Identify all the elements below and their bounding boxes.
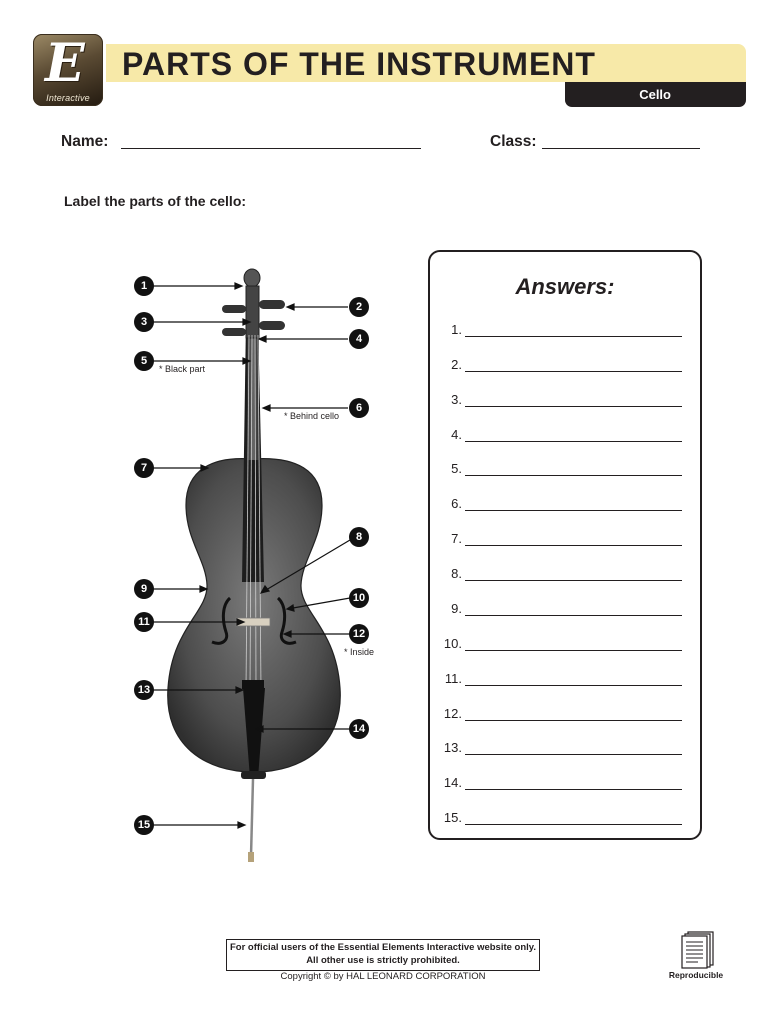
callout-15: 15 — [134, 815, 154, 835]
name-label: Name: — [61, 133, 109, 150]
reproducible-label: Reproducible — [668, 970, 724, 980]
answer-row — [440, 704, 685, 726]
answer-line[interactable] — [465, 720, 682, 721]
answer-row — [440, 808, 685, 830]
usage-notice-line-1: For official users of the Essential Elements Interactive website only. — [229, 942, 537, 953]
answer-number: 14. — [443, 775, 462, 790]
subtitle-tab — [565, 82, 741, 107]
callout-7: 7 — [134, 458, 154, 478]
answer-line[interactable] — [465, 754, 682, 755]
callout-11: 11 — [134, 612, 154, 632]
callout-6: 6 — [349, 398, 369, 418]
note-behind-cello: * Behind cello — [284, 411, 340, 421]
answer-line[interactable] — [465, 650, 682, 651]
answer-line[interactable] — [465, 580, 682, 581]
name-field-line[interactable] — [121, 148, 421, 149]
callout-9: 9 — [134, 579, 154, 599]
answer-line[interactable] — [465, 615, 682, 616]
answer-line[interactable] — [465, 789, 682, 790]
callout-12: 12 — [349, 624, 369, 644]
answer-row — [440, 634, 685, 656]
callout-1: 1 — [134, 276, 154, 296]
note-black-part: * Black part — [159, 364, 206, 374]
answer-number: 1. — [451, 322, 462, 337]
answer-line[interactable] — [465, 406, 682, 407]
answer-row — [440, 529, 685, 551]
callout-5: 5 — [134, 351, 154, 371]
answer-row — [440, 564, 685, 586]
answer-row — [440, 390, 685, 412]
document-icon — [681, 931, 715, 969]
answer-number: 7. — [451, 531, 462, 546]
answer-row — [440, 738, 685, 760]
callout-4: 4 — [349, 329, 369, 349]
answer-row — [440, 459, 685, 481]
answer-number: 10. — [443, 636, 462, 651]
answer-line[interactable] — [465, 824, 682, 825]
logo-letter: E — [45, 34, 85, 94]
callout-14: 14 — [349, 719, 369, 739]
page-title: PARTS OF THE INSTRUMENT — [122, 46, 596, 82]
answer-row — [440, 425, 685, 447]
callout-3: 3 — [134, 312, 154, 332]
answer-number: 8. — [451, 566, 462, 581]
answer-row — [440, 320, 685, 342]
copyright: Copyright © by HAL LEONARD CORPORATION — [280, 971, 486, 982]
answer-line[interactable] — [465, 371, 682, 372]
answer-number: 11. — [444, 671, 462, 686]
answer-number: 13. — [443, 740, 462, 755]
callout-10: 10 — [349, 588, 369, 608]
usage-notice-line-2: All other use is strictly prohibited. — [306, 955, 460, 966]
instructions: Label the parts of the cello: — [64, 193, 247, 209]
cello-illustration — [120, 258, 390, 870]
callout-2: 2 — [349, 297, 369, 317]
callout-13: 13 — [134, 680, 154, 700]
answer-number: 9. — [451, 601, 462, 616]
callout-8: 8 — [349, 527, 369, 547]
answer-row — [440, 669, 685, 691]
answer-row — [440, 494, 685, 516]
answer-number: 5. — [451, 461, 462, 476]
answer-number: 12. — [443, 706, 462, 721]
answer-row — [440, 599, 685, 621]
answer-line[interactable] — [465, 545, 682, 546]
answer-number: 3. — [451, 392, 462, 407]
answer-number: 15. — [443, 810, 462, 825]
answer-number: 4. — [451, 427, 462, 442]
answer-row — [440, 355, 685, 377]
essential-elements-logo — [33, 34, 103, 106]
class-label: Class: — [490, 133, 537, 150]
answer-number: 6. — [451, 496, 462, 511]
logo-word: Interactive — [46, 93, 90, 103]
answer-row — [440, 773, 685, 795]
class-field-line[interactable] — [542, 148, 700, 149]
answer-number: 2. — [451, 357, 462, 372]
answer-line[interactable] — [465, 475, 682, 476]
note-inside: * Inside — [344, 647, 375, 657]
answer-line[interactable] — [465, 685, 682, 686]
answer-line[interactable] — [465, 441, 682, 442]
answer-line[interactable] — [465, 336, 682, 337]
subtitle-text: Cello — [639, 87, 671, 102]
answers-title: Answers: — [515, 274, 615, 299]
answer-line[interactable] — [465, 510, 682, 511]
